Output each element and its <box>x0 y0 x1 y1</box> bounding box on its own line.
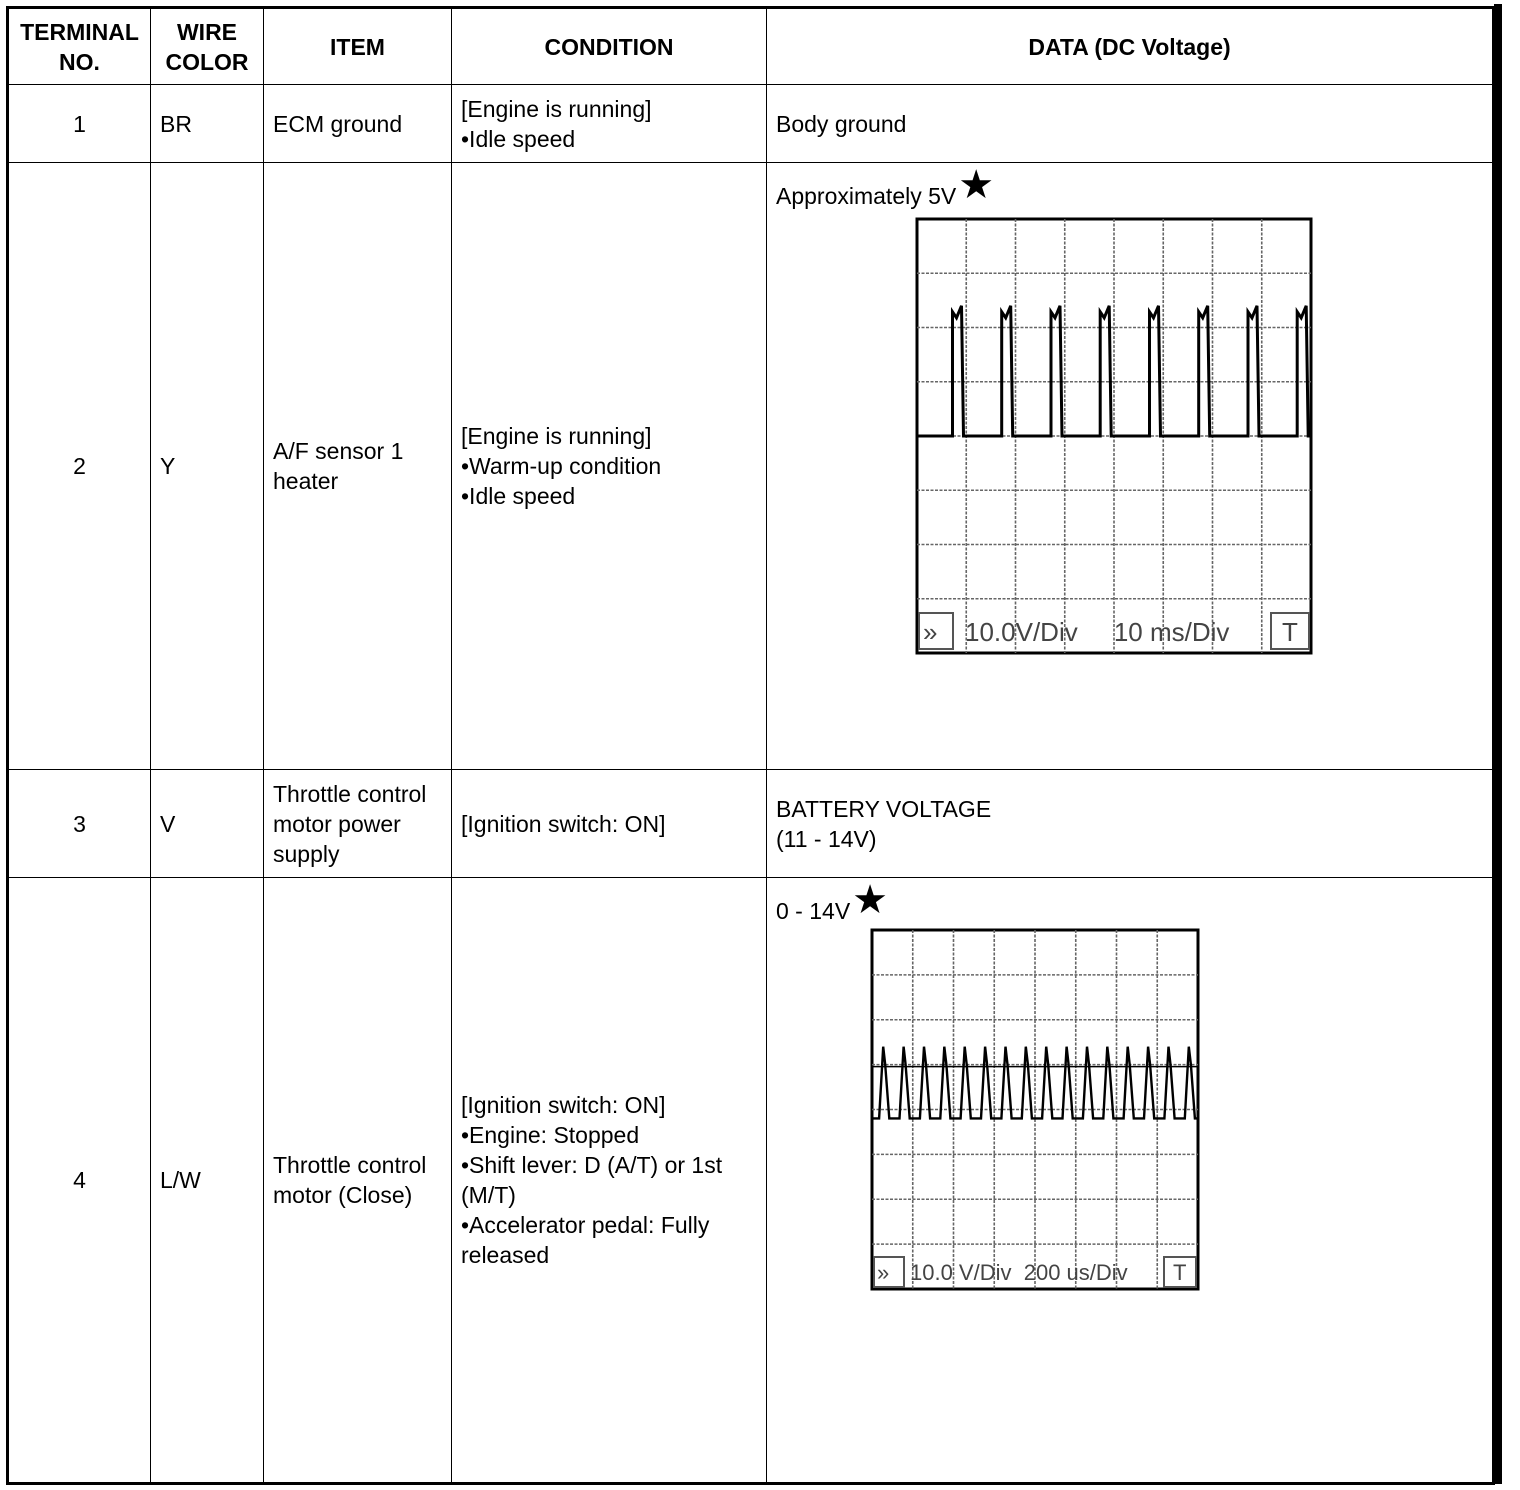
header-condition: CONDITION <box>452 8 767 85</box>
right-edge-bar <box>1494 4 1502 1484</box>
voltage-label: 0 - 14V★ <box>776 878 889 924</box>
wire-color: BR <box>151 85 264 163</box>
scope-scale-text: 10.0 V/Div 200 us/Div <box>910 1260 1128 1285</box>
header-terminal-no: TERMINAL NO. <box>8 8 151 85</box>
item-cell: A/F sensor 1 heater <box>264 163 452 770</box>
scope-button: » <box>877 1260 890 1285</box>
header-wire-color: WIRE COLOR <box>151 8 264 85</box>
header-item: ITEM <box>264 8 452 85</box>
condition-cell: [Ignition switch: ON] <box>452 770 767 878</box>
oscilloscope-waveform-1 <box>915 217 1492 657</box>
condition-cell: [Engine is running] •Warm-up condition •Idle speed <box>452 163 767 770</box>
header-data: DATA (DC Voltage) <box>767 8 1494 85</box>
scope-trigger: T <box>1173 1260 1187 1285</box>
item-cell: Throttle control motor power supply <box>264 770 452 878</box>
table-row <box>8 163 1494 770</box>
table-row <box>8 770 1494 878</box>
voltage-label: Approximately 5V★ <box>776 163 995 209</box>
item-cell: Throttle control motor (Close) <box>264 878 452 1484</box>
star-icon: ★ <box>852 878 889 922</box>
table-row <box>8 878 1494 1484</box>
data-cell <box>767 878 1494 1484</box>
item-cell: ECM ground <box>264 85 452 163</box>
terminal-no: 4 <box>8 878 151 1484</box>
star-icon: ★ <box>958 163 995 207</box>
condition-cell: [Ignition switch: ON] •Engine: Stopped •Shift lever: D (A/T) or 1st (M/T) •Accelerator pedal: Fully released <box>452 878 767 1484</box>
wire-color: Y <box>151 163 264 770</box>
terminal-no: 2 <box>8 163 151 770</box>
condition-cell: [Engine is running] •Idle speed <box>452 85 767 163</box>
scope-trigger: T <box>1282 617 1298 647</box>
scope-button: » <box>923 617 938 647</box>
wire-color: L/W <box>151 878 264 1484</box>
header-row <box>8 8 1494 85</box>
data-cell <box>767 163 1494 770</box>
terminal-no: 1 <box>8 85 151 163</box>
wire-color: V <box>151 770 264 878</box>
oscilloscope-waveform-2 <box>870 928 1492 1293</box>
terminal-no: 3 <box>8 770 151 878</box>
table-row <box>8 85 1494 163</box>
ecm-terminal-table <box>6 6 1495 1485</box>
data-cell: Body ground <box>767 85 1494 163</box>
data-cell: BATTERY VOLTAGE (11 - 14V) <box>767 770 1494 878</box>
scope-scale-text: 10.0V/Div 10 ms/Div <box>965 617 1230 647</box>
